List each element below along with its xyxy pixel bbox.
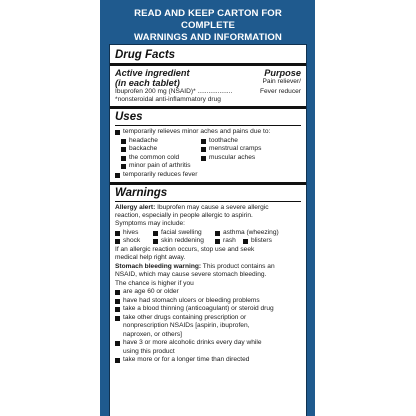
bullet-icon — [243, 239, 248, 244]
active-ingredient-header — [115, 68, 301, 88]
bullet-icon — [115, 316, 120, 321]
bullet-icon — [121, 164, 126, 169]
list-item: take other drugs containing prescription or — [115, 314, 301, 323]
uses-title: Uses — [115, 111, 143, 123]
allergy-alert: Allergy alert: Ibuprofen may cause a severe allergic reaction, especially in people allergic to aspirin. Symptoms may include: — [115, 203, 269, 228]
banner-line-2: WARNINGS AND INFORMATION — [134, 32, 282, 43]
purpose-2: Fever reducer — [259, 88, 301, 95]
bullet-icon — [153, 231, 158, 236]
bullet-icon — [201, 147, 206, 152]
stomach-bleeding-warning: Stomach bleeding warning: This product contains an NSAID, which may cause severe stomach bleeding. The chance is higher if you — [115, 262, 275, 287]
list-item: asthma (wheezing) — [215, 229, 285, 238]
divider — [115, 201, 301, 202]
list-item: minor pain of arthritis — [121, 162, 301, 171]
allergy-after: If an allergic reaction occurs, stop use and seek medical help right away. — [115, 245, 255, 262]
ingredient-dots: ................... — [197, 88, 233, 95]
active-ingredient-heading-line-2: (in each tablet) — [115, 78, 180, 88]
nsaid-footnote: *nonsteroidal anti-inflammatory drug — [115, 96, 221, 103]
list-item-continued: naproxen, or others] — [123, 330, 183, 338]
bullet-icon — [201, 139, 206, 144]
active-ingredient-heading-line-1: Active ingredient — [115, 68, 190, 78]
bullet-icon — [215, 239, 220, 244]
purpose-1: Pain reliever/ — [262, 78, 301, 85]
bullet-icon — [121, 139, 126, 144]
symptoms-row-2 — [115, 237, 301, 246]
bullet-icon — [115, 341, 120, 346]
uses-intro — [115, 128, 301, 137]
list-item: muscular aches — [201, 154, 291, 163]
uses-intro-text: temporarily relieves minor aches and pains due to: — [123, 128, 271, 135]
drug-facts-panel — [109, 44, 307, 416]
carton-panel — [100, 0, 315, 416]
bullet-icon — [115, 358, 120, 363]
active-ingredient-heading — [115, 68, 190, 88]
list-item: blisters — [243, 237, 283, 246]
bullet-icon — [121, 156, 126, 161]
ingredient-name: Ibuprofen 200 mg (NSAID)* — [115, 88, 198, 95]
symptoms-row-1 — [115, 229, 301, 238]
uses-fever: temporarily reduces fever — [115, 171, 301, 180]
bullet-icon — [153, 239, 158, 244]
list-item: hives — [115, 229, 153, 238]
divider — [115, 125, 301, 126]
list-item: headache — [121, 137, 201, 146]
list-item: take a blood thinning (anticoagulant) or steroid drug — [115, 305, 301, 314]
list-item: take more or for a longer time than directed — [115, 356, 301, 365]
purpose-heading: Purpose — [264, 68, 301, 78]
divider — [110, 106, 306, 109]
divider — [110, 182, 306, 185]
list-item: rash — [215, 237, 243, 246]
list-item: toothache — [201, 137, 291, 146]
bullet-icon — [115, 231, 120, 236]
allergy-label: Allergy alert: — [115, 203, 156, 211]
list-item: skin reddening — [153, 237, 215, 246]
bullet-icon — [215, 231, 220, 236]
bullet-icon — [121, 147, 126, 152]
list-item: shock — [115, 237, 153, 246]
bullet-icon — [115, 130, 120, 135]
ingredient-line — [115, 88, 301, 96]
bullet-icon — [115, 307, 120, 312]
list-item: the common cold — [121, 154, 201, 163]
list-item: have had stomach ulcers or bleeding problems — [115, 297, 301, 306]
purpose-column — [263, 68, 301, 86]
bullet-icon — [115, 299, 120, 304]
bullet-icon — [115, 239, 120, 244]
carton-banner — [110, 8, 306, 44]
list-item-continued: using this product — [123, 347, 175, 355]
warnings-title: Warnings — [115, 186, 168, 199]
bullet-icon — [115, 173, 120, 178]
bleeding-label: Stomach bleeding warning: — [115, 262, 202, 270]
list-item: menstrual cramps — [201, 145, 291, 154]
list-item: are age 60 or older — [115, 288, 301, 297]
banner-line-1: READ AND KEEP CARTON FOR COMPLETE — [134, 8, 282, 31]
uses-list — [121, 137, 301, 163]
bullet-icon — [115, 290, 120, 295]
drug-facts-title: Drug Facts — [115, 49, 176, 61]
list-item: have 3 or more alcoholic drinks every day while — [115, 339, 301, 348]
list-item: backache — [121, 145, 201, 154]
list-item: facial swelling — [153, 229, 215, 238]
list-item-continued: nonprescription NSAIDs [aspirin, ibuprofen, — [123, 322, 250, 330]
bullet-icon — [201, 156, 206, 161]
divider — [110, 63, 306, 66]
